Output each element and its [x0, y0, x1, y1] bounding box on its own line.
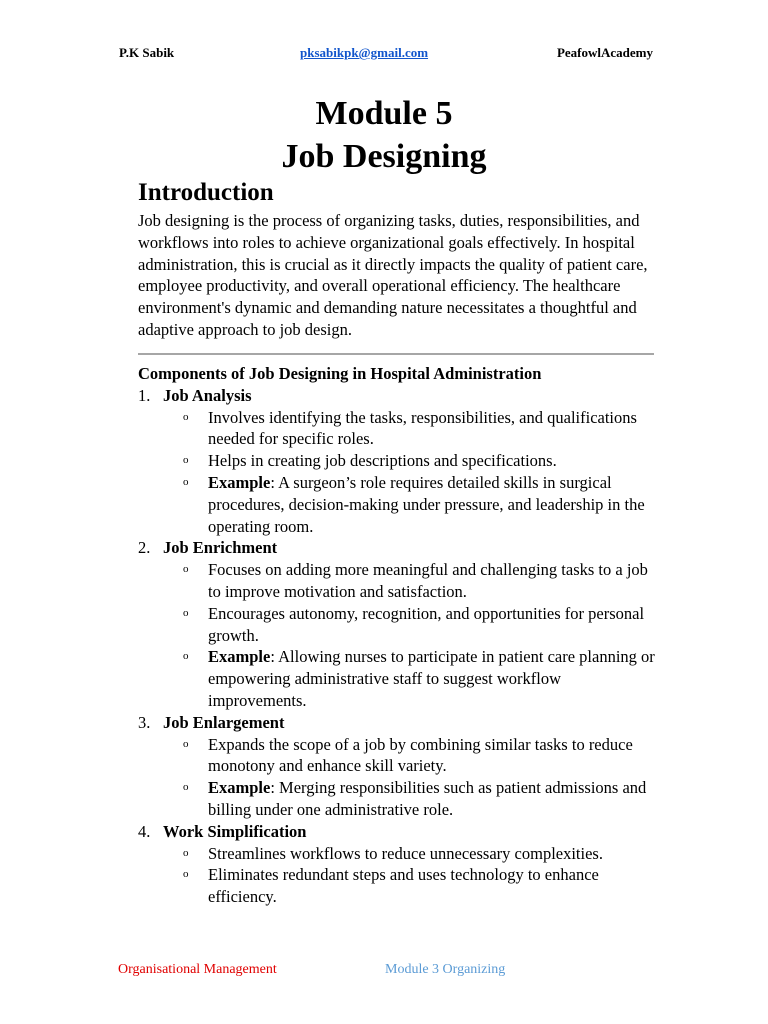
circle-bullet-icon: o — [183, 475, 189, 488]
components-heading: Components of Job Designing in Hospital Administration — [138, 363, 542, 383]
page-header — [119, 45, 653, 63]
circle-bullet-icon: o — [183, 563, 189, 576]
sub-point — [183, 472, 658, 537]
section-divider — [138, 353, 654, 355]
item-title: Job Enrichment — [163, 538, 278, 558]
sub-point-text: : Allowing nurses to participate in patient care planning or empowering administrative staff to suggest workflow improvements. — [208, 647, 655, 710]
title-line-1: Module 5 — [315, 95, 453, 132]
sub-point-list — [138, 407, 658, 538]
sub-point — [183, 843, 658, 865]
footer-course: Organisational Management — [118, 962, 277, 977]
sub-point — [183, 407, 658, 451]
sub-point — [183, 559, 658, 603]
sub-point-text: Focuses on adding more meaningful and challenging tasks to a job to improve motivation and satisfaction. — [208, 560, 648, 601]
circle-bullet-icon: o — [183, 846, 189, 859]
organization-name: PeafowlAcademy — [556, 45, 653, 60]
item-number: 2. — [138, 538, 151, 558]
circle-bullet-icon: o — [183, 781, 189, 794]
example-keyword: Example — [208, 647, 271, 667]
sub-point — [183, 864, 658, 908]
component-item — [138, 712, 658, 821]
sub-point — [183, 646, 658, 711]
sub-point-list — [138, 559, 658, 712]
sub-point-text: Helps in creating job descriptions and specifications. — [208, 451, 557, 471]
email-link[interactable]: pksabikpk@gmail.com — [300, 45, 429, 60]
footer-module: Module 3 Organizing — [385, 962, 506, 977]
author-name: P.K Sabik — [119, 45, 175, 60]
sub-point-text: : A surgeon’s role requires detailed skills in surgical procedures, decision-making under pressure, and leadership in the operating room. — [208, 472, 645, 536]
sub-point — [183, 603, 658, 647]
circle-bullet-icon: o — [183, 606, 189, 619]
title-line-2: Job Designing — [281, 138, 487, 175]
component-item — [138, 821, 658, 908]
sub-point-list — [138, 734, 658, 821]
component-item — [138, 385, 658, 538]
circle-bullet-icon: o — [183, 737, 189, 750]
example-keyword: Example — [208, 778, 271, 798]
sub-point-text: : Merging responsibilities such as patient admissions and billing under one administrative role. — [208, 778, 647, 819]
item-number: 4. — [138, 821, 151, 841]
sub-point-text: Involves identifying the tasks, responsibilities, and qualifications needed for specific roles. — [208, 407, 637, 449]
item-number: 3. — [138, 712, 151, 732]
sub-point-text: Expands the scope of a job by combining similar tasks to reduce monotony and enhance skill variety. — [208, 734, 633, 776]
sub-point-list — [138, 843, 658, 908]
circle-bullet-icon: o — [183, 868, 189, 881]
item-title: Job Analysis — [163, 385, 252, 405]
page-title — [0, 92, 768, 178]
sub-point-text: Eliminates redundant steps and uses technology to enhance efficiency. — [208, 865, 599, 907]
main-content — [138, 176, 658, 908]
item-number: 1. — [138, 385, 151, 405]
circle-bullet-icon: o — [183, 410, 189, 423]
sub-point-text: Encourages autonomy, recognition, and opportunities for personal growth. — [208, 603, 645, 645]
sub-point — [183, 734, 658, 778]
sub-point-text: Streamlines workflows to reduce unnecessary complexities. — [208, 843, 603, 863]
circle-bullet-icon: o — [183, 454, 189, 467]
sub-point — [183, 777, 658, 821]
example-keyword: Example — [208, 472, 271, 492]
components-list — [138, 385, 658, 908]
component-item — [138, 537, 658, 711]
sub-point — [183, 450, 658, 472]
intro-heading: Introduction — [138, 179, 274, 206]
intro-paragraph: Job designing is the process of organizing tasks, duties, responsibilities, and workflows into roles to achieve organizational goals effectively. In hospital administration, this is crucial as it directly impacts the quality of patient care, employee productivity, and overall operational efficiency. The healthcare environment's dynamic and demanding nature necessitates a thoughtful and adaptive approach to job design. — [138, 211, 648, 339]
circle-bullet-icon: o — [183, 650, 189, 663]
item-title: Work Simplification — [163, 821, 307, 841]
item-title: Job Enlargement — [163, 712, 285, 732]
